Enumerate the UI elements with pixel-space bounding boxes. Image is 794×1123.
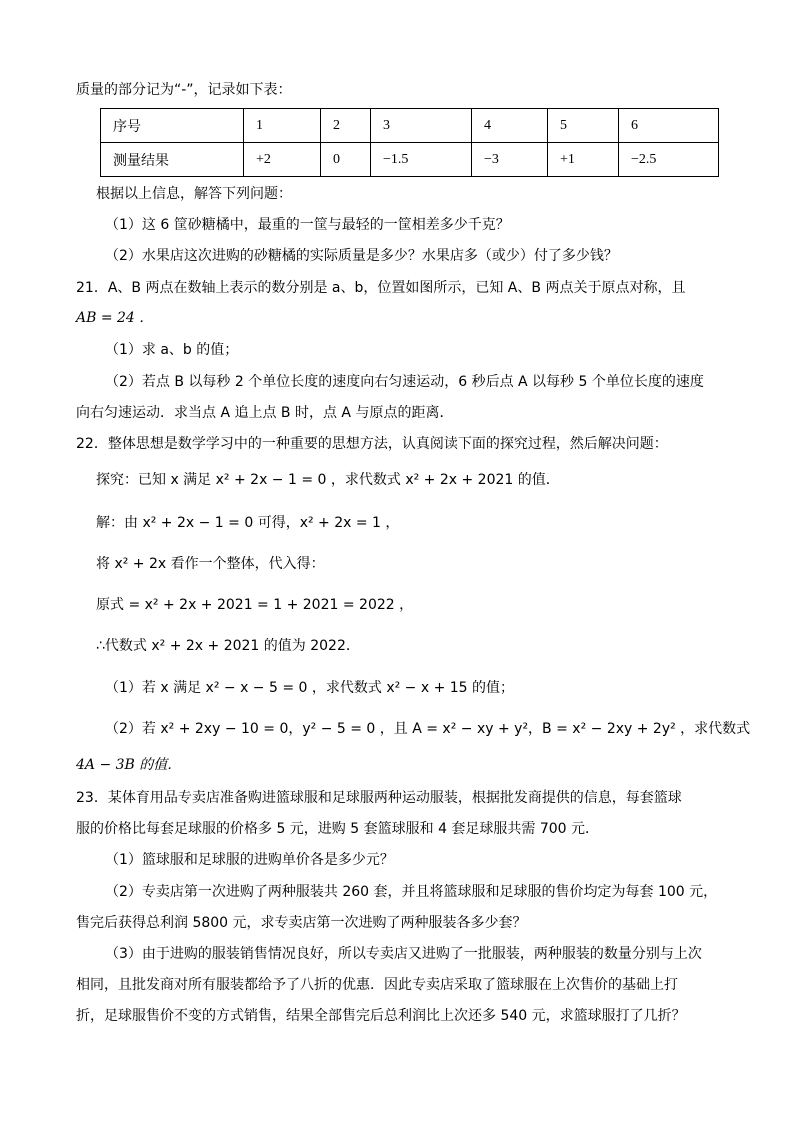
table-cell: 6 [619, 109, 719, 143]
intro-line: 质量的部分记为“-”，记录如下表： [76, 82, 292, 98]
question-21-stem-cont: AB = 24 ． [76, 310, 154, 326]
question-21-part-1: （1）求 a、b 的值； [105, 342, 239, 358]
question-23-part-2-cont: 售完后获得总利润 5800 元，求专卖店第一次进购了两种服装各多少套？ [76, 915, 527, 931]
table-cell: +2 [244, 143, 321, 177]
question-23-part-3-cont: 相同，且批发商对所有服装都给予了八折的优惠．因此专卖店采取了篮球服在上次售价的基础上打 [76, 977, 678, 993]
table-cell: 序号 [101, 109, 244, 143]
question-22-original: 原式 = x² + 2x + 2021 = 1 + 2021 = 2022 ， [96, 597, 414, 613]
table-cell: 0 [321, 143, 371, 177]
question-22-solution: 解：由 x² + 2x − 1 = 0 可得，x² + 2x = 1 ， [96, 515, 400, 531]
question-22-part-1: （1）若 x 满足 x² − x − 5 = 0 ，求代数式 x² − x + 15 的值； [105, 680, 515, 696]
table-cell: 5 [548, 109, 619, 143]
question-23-part-3: （3）由于进购的服装销售情况良好，所以专卖店又进购了一批服装，两种服装的数量分别与上次 [105, 946, 702, 962]
question-20-part-2: （2）水果店这次进购的砂糖橘的实际质量是多少？水果店多（或少）付了多少钱？ [105, 248, 618, 264]
question-21-stem: 21．A、B 两点在数轴上表示的数分别是 a、b，位置如图所示，已知 A、B 两点关于原点对称，且 [76, 280, 686, 296]
question-21-part-2-cont: 向右匀速运动．求当点 A 追上点 B 时，点 A 与原点的距离． [76, 405, 454, 421]
question-23-stem-cont: 服的价格比每套足球服的价格多 5 元，进购 5 套篮球服和 4 套足球服共需 700 元． [76, 821, 600, 837]
table-cell: 测量结果 [101, 143, 244, 177]
table-row [101, 109, 719, 143]
question-22-part-2: （2）若 x² + 2xy − 10 = 0，y² − 5 = 0 ，且 A = x² − xy + y²，B = x² − 2xy + 2y² ，求代数式 [105, 721, 751, 737]
question-21-part-2: （2）若点 B 以每秒 2 个单位长度的速度向右匀速运动，6 秒后点 A 以每秒 5 个单位长度的速度 [105, 374, 704, 390]
table-cell: 3 [371, 109, 472, 143]
question-20-part-1: （1）这 6 筐砂糖橘中，最重的一筐与最轻的一筐相差多少千克？ [105, 217, 510, 233]
table-cell: −1.5 [371, 143, 472, 177]
question-22-whole: 将 x² + 2x 看作一个整体，代入得： [96, 556, 325, 572]
question-22-explore: 探究：已知 x 满足 x² + 2x − 1 = 0 ，求代数式 x² + 2x + 2021 的值． [96, 472, 560, 488]
question-23-part-3-cont2: 折，足球服售价不变的方式销售，结果全部售完后总利润比上次还多 540 元，求篮球服打了几折？ [76, 1008, 686, 1024]
question-23-stem: 23．某体育用品专卖店准备购进篮球服和足球服两种运动服装，根据批发商提供的信息，每套篮球 [76, 790, 682, 806]
table-cell: −2.5 [619, 143, 719, 177]
question-23-part-2: （2）专卖店第一次进购了两种服装共 260 套，并且将篮球服和足球服的售价均定为每套 100 元， [105, 884, 718, 900]
question-22-part-2-cont: 4A − 3B 的值． [76, 757, 182, 773]
table-row [101, 143, 719, 177]
table-cell: 2 [321, 109, 371, 143]
table-cell: 4 [472, 109, 548, 143]
table-cell: +1 [548, 143, 619, 177]
question-23-part-1: （1）篮球服和足球服的进购单价各是多少元？ [105, 852, 394, 868]
question-22-therefore: ∴代数式 x² + 2x + 2021 的值为 2022． [96, 638, 360, 654]
table-cell: 1 [244, 109, 321, 143]
table-cell: −3 [472, 143, 548, 177]
instructions: 根据以上信息，解答下列问题： [96, 186, 292, 202]
record-table [100, 108, 719, 177]
question-22-stem: 22．整体思想是数学学习中的一种重要的思想方法，认真阅读下面的探究过程，然后解决问题： [76, 436, 668, 452]
